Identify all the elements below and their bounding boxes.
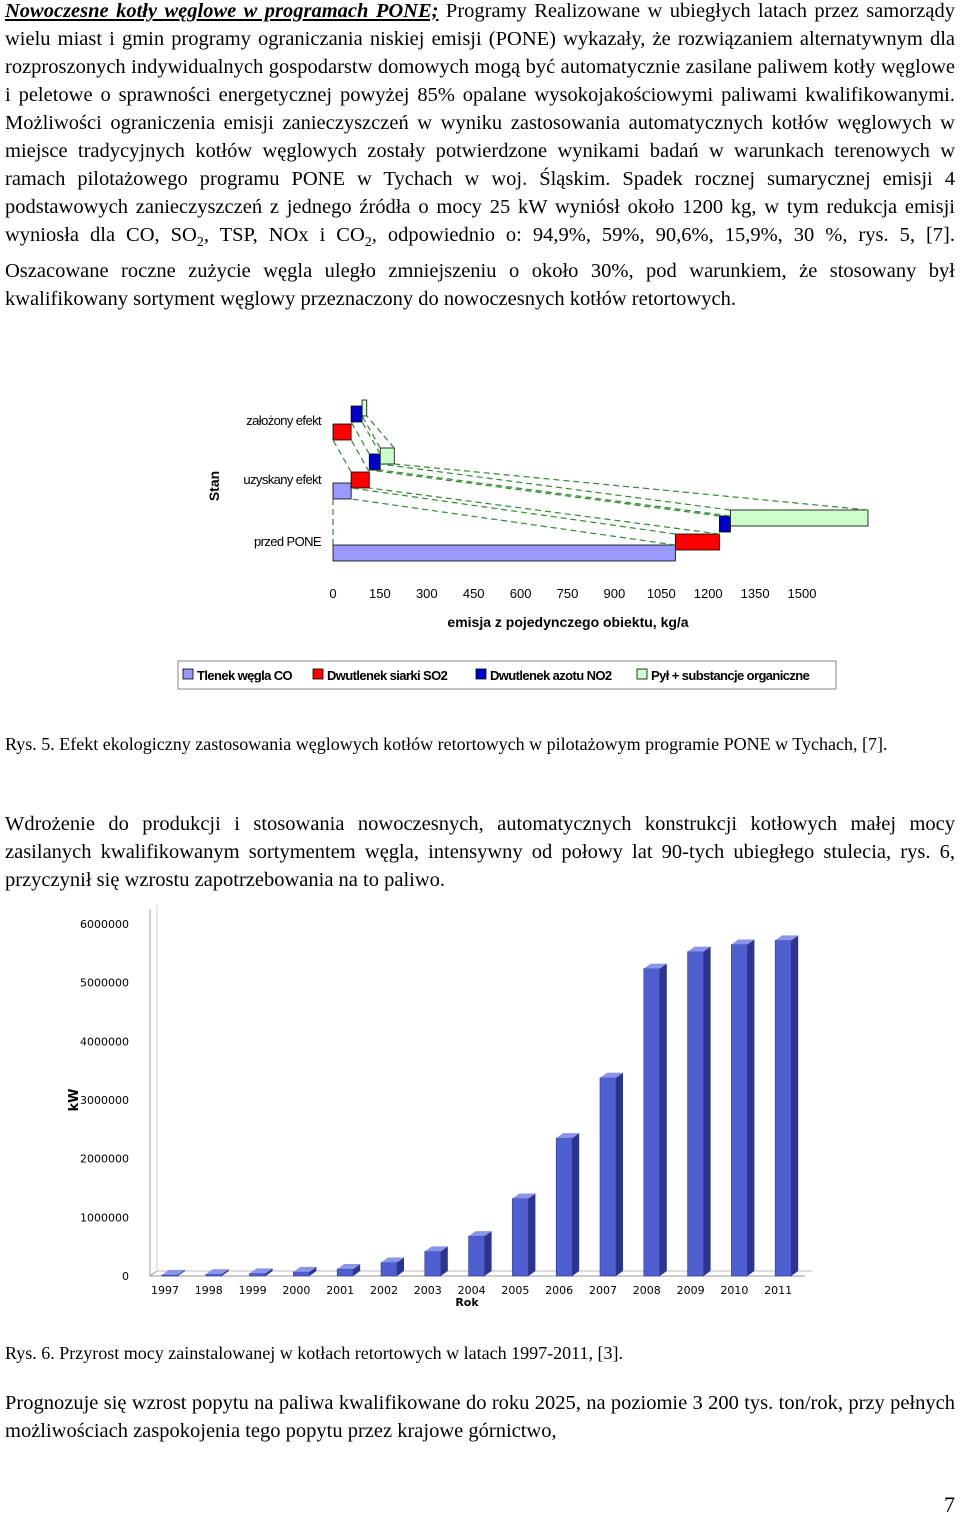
y-axis-title: Stan <box>206 470 222 502</box>
x-tick-label: 1200 <box>693 586 723 601</box>
x-tick-label: 2002 <box>370 1284 398 1297</box>
category-label: uzyskany efekt <box>243 472 321 487</box>
x-tick-label: 2007 <box>589 1284 617 1297</box>
x-tick-label: 2006 <box>545 1284 574 1297</box>
connector-line <box>351 440 369 472</box>
x-tick-label: 1999 <box>238 1284 267 1297</box>
x-tick-label: 2004 <box>457 1284 486 1297</box>
bar-side <box>616 1073 623 1276</box>
y-tick-label: 6000000 <box>80 918 129 931</box>
page-number: 7 <box>944 1492 955 1517</box>
connector-line <box>369 470 719 516</box>
x-tick-label: 750 <box>556 586 579 601</box>
x-axis-title: emisja z pojedynczego obiektu, kg/a <box>447 614 689 630</box>
bar <box>469 1236 485 1276</box>
paragraph-3: Prognozuje się wzrost popytu na paliwa kwalifikowane do roku 2025, na poziomie 3 200 tys. ton/rok, przy pełnych możliwościach zaspokojenia tego popytu przez krajowe górnictwo, <box>5 1392 955 1442</box>
y-tick-label: 3000000 <box>80 1094 129 1107</box>
bar <box>512 1199 528 1276</box>
bar-1 <box>351 472 369 488</box>
bar <box>600 1078 616 1276</box>
connector-line <box>333 440 351 472</box>
x-tick-label: 1997 <box>151 1284 179 1297</box>
x-tick-label: 2000 <box>282 1284 311 1297</box>
paragraph-text-a: Programy Realizowane w ubiegłych latach przez samorządy wielu miast i gmin programy ograniczania niskiej emisji (PONE) wykazały, że rozwiązaniem alternatywnym dla rozproszonych indywidualnych gospodarstw domowych mogą być automatycznie zasilane paliwem kotły węglowe i peletowe o sprawności energetycznej powyżej 85% opalane wysokojakościowymi paliwami kwalifikowanymi. Możliwości ograniczenia emisji zanieczyszczeń w wyniku zastosowania automatycznych kotłów węglowych w miejsce tradycyjnych kotłów węglowych zostały potwierdzone wynikami badań w warunkach terenowych w ramach pilotażowego programu PONE w Tychach w woj. Śląskim. Spadek rocznej sumarycznej emisji 4 podstawowych zanieczyszczeń z jednego źródła o mocy 25 kW wyniósł około 1200 kg, w tym redukcja emisji wyniosła dla CO, SO <box>5 0 955 246</box>
bar-side <box>704 947 711 1276</box>
y-tick-label: 2000000 <box>80 1152 129 1166</box>
bar-3 <box>362 400 367 416</box>
x-tick-label: 2011 <box>764 1284 793 1297</box>
bar-3 <box>730 510 868 526</box>
paragraph-text-c: , odpowiednio o: 94,9%, 59%, 90,6%, 15,9%, 30 %, rys. 5, [7]. Oszacowane roczne zużycie węgla uległo zmniejszeniu o około 30%, pod warunkiem, że stosowany był kwalifikowany sortyment węglowy przeznaczony do nowoczesnych kotłów retortowych. <box>5 224 955 311</box>
x-tick-label: 450 <box>462 586 485 601</box>
category-label: przed PONE <box>254 534 321 549</box>
connector-line <box>351 488 675 534</box>
x-tick-label: 1998 <box>194 1284 223 1297</box>
bar-side <box>791 935 798 1276</box>
bar <box>688 952 704 1276</box>
subscript-2a: 2 <box>196 235 204 251</box>
connector-line <box>380 470 730 516</box>
legend-label: Dwutlenek azotu NO2 <box>490 668 612 683</box>
bar-side <box>441 1246 448 1276</box>
subscript-2b: 2 <box>364 235 372 251</box>
paragraph-2: Wdrożenie do produkcji i stosowania nowoczesnych, automatycznych konstrukcji kotłowych małej mocy zasilanych kwalifikowanym sortymentem węgla, intensywny od połowy lat 90-tych ubiegłego stulecia, rys. 6, przyczynił się wzrostu zapotrzebowania na to paliwo. <box>5 813 955 891</box>
x-tick-label: 1050 <box>646 586 676 601</box>
bar-1 <box>675 534 719 550</box>
axis-frame <box>150 1271 157 1276</box>
figure5-caption: Rys. 5. Efekt ekologiczny zastosowania węglowych kotłów retortowych w pilotażowym programie PONE w Tychach, [7]. <box>5 734 888 754</box>
y-tick-label: 5000000 <box>80 976 129 990</box>
bar-side <box>572 1133 579 1276</box>
bar-side <box>660 964 667 1276</box>
bar <box>250 1273 266 1276</box>
bar <box>337 1269 353 1276</box>
x-tick-label: 600 <box>509 586 532 601</box>
legend-swatch <box>183 669 193 679</box>
bar-2 <box>369 454 380 470</box>
bar <box>206 1274 222 1276</box>
x-tick-label: 2003 <box>413 1284 442 1297</box>
y-tick-label: 0 <box>122 1270 129 1283</box>
bar <box>293 1272 309 1276</box>
bar-side <box>747 940 754 1276</box>
bar-0 <box>333 483 351 499</box>
bar <box>644 969 660 1276</box>
y-tick-label: 1000000 <box>80 1211 129 1225</box>
category-label: założony efekt <box>246 413 321 428</box>
bar-side <box>528 1194 535 1276</box>
emission-chart <box>0 395 960 725</box>
bar <box>381 1263 397 1276</box>
bar <box>731 945 747 1276</box>
y-tick-label: 4000000 <box>80 1035 129 1049</box>
x-tick-label: 300 <box>415 586 438 601</box>
bar <box>425 1251 441 1276</box>
x-tick-label: 150 <box>369 586 391 601</box>
bar-2 <box>719 516 730 532</box>
connector-line <box>351 422 369 454</box>
paragraph-text-b: , TSP, NOx i CO <box>203 224 365 246</box>
bar <box>556 1138 572 1276</box>
bar-3 <box>380 448 394 464</box>
x-tick-label: 2010 <box>720 1284 749 1297</box>
bar-2 <box>351 406 362 422</box>
legend-swatch <box>637 669 647 679</box>
bar <box>162 1275 178 1276</box>
x-tick-label: 900 <box>603 586 626 601</box>
x-axis-title: Rok <box>455 1296 479 1309</box>
x-tick-label: 2008 <box>632 1284 661 1297</box>
bar <box>775 940 791 1276</box>
legend-label: Tlenek węgla CO <box>197 668 293 683</box>
y-axis-title: kW <box>67 1088 82 1112</box>
x-tick-label: 2001 <box>326 1284 355 1297</box>
connector-line <box>367 416 395 448</box>
legend-swatch <box>313 669 323 679</box>
bar-1 <box>333 424 351 440</box>
section-heading: Nowoczesne kotły węglowe w programach PONE; <box>5 0 439 22</box>
connector-line <box>369 488 719 534</box>
bar-0 <box>333 545 675 561</box>
figure6-caption: Rys. 6. Przyrost mocy zainstalowanej w kotłach retortowych w latach 1997-2011, [3]. <box>5 1343 623 1363</box>
x-tick-label: 2009 <box>676 1284 705 1297</box>
connector-line <box>380 464 730 510</box>
intro-paragraph <box>5 0 955 313</box>
power-chart <box>0 905 960 1325</box>
legend-label: Dwutlenek siarki SO2 <box>327 668 448 683</box>
x-tick-label: 0 <box>329 586 337 601</box>
legend-swatch <box>476 669 486 679</box>
x-tick-label: 1500 <box>787 586 817 601</box>
x-tick-label: 2005 <box>501 1284 530 1297</box>
bar-side <box>485 1231 492 1276</box>
legend-label: Pył + substancje organiczne <box>651 668 810 683</box>
connector-line <box>362 422 380 454</box>
x-tick-label: 1350 <box>740 586 770 601</box>
